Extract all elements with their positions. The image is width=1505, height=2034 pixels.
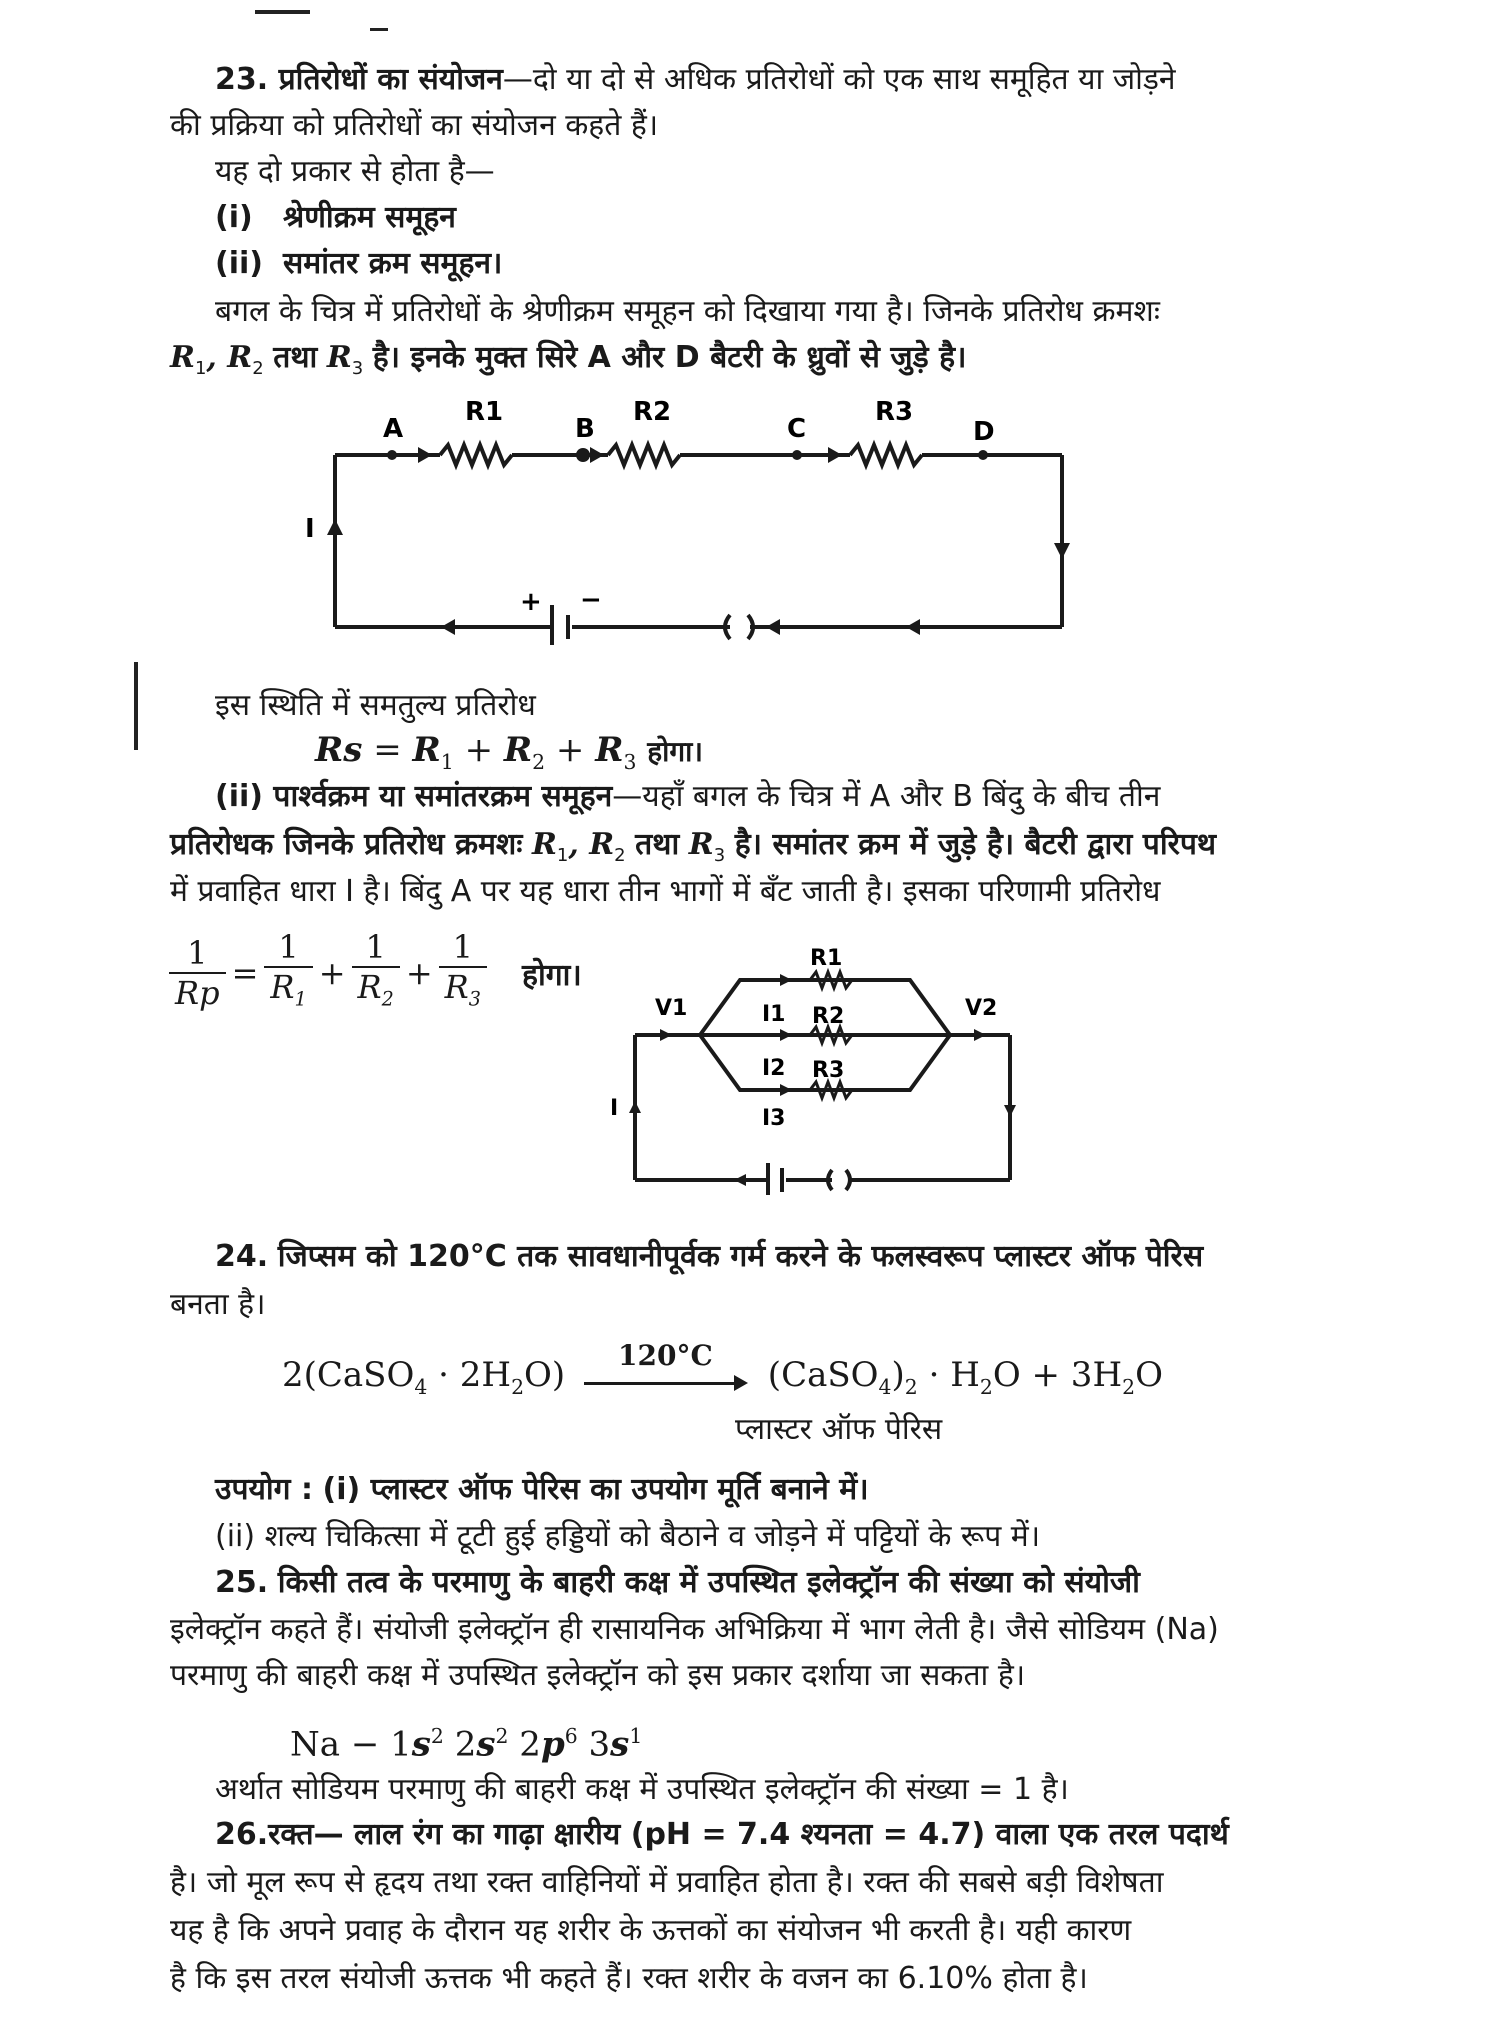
parallel-i1-label: I1 — [762, 1002, 786, 1027]
resistor-r1-label: R1 — [465, 397, 504, 427]
parallel-formula-word: होगा। — [522, 957, 582, 993]
frac-rp: $\frac{1}{Rp}$ — [169, 934, 226, 1012]
use-1-text: (i) प्लास्टर ऑफ पेरिस का उपयोग मूर्ति बनाने में। — [322, 1472, 869, 1507]
node-a-dot — [387, 450, 397, 460]
s26-number: 26. — [215, 1817, 269, 1852]
parallel-i3-label: I3 — [762, 1106, 786, 1131]
s25-line-4: अर्थात सोडियम परमाणु की बाहरी कक्ष में उपस्थित इलेक्ट्रॉन की संख्या = 1 है। — [215, 1772, 1069, 1807]
series-tatha: तथा — [273, 340, 318, 375]
sodium-configuration: $Na - 1s^2$ $2s^2$ $2p^6$ $3s^1$ — [290, 1724, 643, 1765]
series-formula-word: होगा। — [647, 735, 704, 768]
parallel-heading: (ii) पार्श्वक्रम या समांतरक्रम समूहन — [215, 779, 613, 814]
node-b-dot — [576, 448, 590, 462]
parallel-formula: $\frac{1}{Rp}$ = $\frac{1}{R_1}$ + $\frac{1}{R_2}$ + $\frac{1}{R_3}$ होगा। — [165, 928, 582, 1018]
parallel-tatha: तथा — [635, 827, 680, 862]
s26-line-4: है कि इस तरल संयोजी ऊत्तक भी कहते हैं। रक्त शरीर के वजन का 6.10% होता है। — [170, 1961, 1088, 1996]
parallel-r1-label: R1 — [810, 946, 843, 971]
s24-use-2: (ii) शल्य चिकित्सा में टूटी हुई हड्डियों को बैठाने व जोड़ने में पट्टियों के रूप में। — [215, 1519, 1041, 1554]
s26-line-2: है। जो मूल रूप से हृदय तथा रक्त वाहिनियों में प्रवाहित होता है। रक्त की सबसे बड़ी विशेषता — [170, 1865, 1164, 1900]
scan-mark-left — [134, 662, 138, 750]
type-2-number: (ii) — [215, 246, 263, 281]
node-a-label: A — [383, 414, 404, 444]
parallel-r2-label: R2 — [812, 1004, 845, 1029]
s24-line-1 — [215, 1237, 1203, 1277]
parallel-current-label: I — [610, 1096, 619, 1121]
s24-text-1: जिप्सम को 120°C तक सावधानीपूर्वक गर्म करने के फलस्वरूप प्लास्टर ऑफ पेरिस — [277, 1239, 1204, 1274]
series-result-label: इस स्थिति में समतुल्य प्रतिरोध — [215, 688, 536, 723]
parallel-desc-2-pre: प्रतिरोधक जिनके प्रतिरोध क्रमशः — [170, 827, 523, 862]
type-1-number: (i) — [215, 200, 253, 235]
parallel-desc-1 — [215, 777, 1160, 817]
series-desc-2-rest: है। इनके मुक्त सिरे A और D बैटरी के ध्रुवों से जुड़े है। — [372, 340, 967, 375]
scan-mark-top-2 — [370, 28, 388, 31]
node-d-dot — [978, 450, 988, 460]
s24-number: 24. — [215, 1239, 269, 1274]
s25-text-1: किसी तत्व के परमाणु के बाहरी कक्ष में उपस्थित इलेक्ट्रॉन की संख्या को संयोजी — [277, 1565, 1140, 1600]
type-2-text: समांतर क्रम समूहन। — [283, 246, 503, 281]
s23-type-2 — [215, 244, 502, 284]
current-i-label: I — [305, 514, 315, 544]
reaction-arrow — [584, 1339, 749, 1394]
s25-line-1 — [215, 1563, 1140, 1603]
s23-line-2: की प्रक्रिया को प्रतिरोधों का संयोजन कहते हैं। — [170, 108, 659, 143]
node-d-label: D — [973, 417, 995, 447]
s23-heading: प्रतिरोधों का संयोजन — [278, 62, 503, 97]
s26-heading: रक्त — [268, 1817, 314, 1852]
s23-type-1 — [215, 198, 456, 238]
s26-text-1: — लाल रंग का गाढ़ा क्षारीय (pH = 7.4 श्यनता = 4.7) वाला एक तरल पदार्थ — [313, 1817, 1229, 1852]
s23-line-1 — [215, 60, 1176, 100]
s23-series-desc-2: $R_1$, $R_2$ तथा $R_3$ है। इनके मुक्त सिरे A और D बैटरी के ध्रुवों से जुड़े है। — [170, 340, 967, 379]
frac-r3: $\frac{1}{R_3}$ — [439, 928, 487, 1018]
resistor-r2-label: R2 — [633, 397, 672, 427]
parallel-desc-2: प्रतिरोधक जिनके प्रतिरोध क्रमशः $R_1$, $R_2$ तथा $R_3$ है। समांतर क्रम में जुड़े है। बैटरी द्वारा परिपथ — [170, 827, 1217, 866]
s26-line-1 — [215, 1815, 1229, 1855]
s23-types-intro: यह दो प्रकार से होता है— — [215, 154, 495, 189]
frac-r2: $\frac{1}{R_2}$ — [352, 928, 400, 1018]
parallel-desc-2-post: है। समांतर क्रम में जुड़े है। बैटरी द्वारा परिपथ — [734, 827, 1217, 862]
node-c-label: C — [787, 414, 807, 444]
battery-plus-label: + — [520, 587, 542, 617]
node-c-dot — [792, 450, 802, 460]
scan-mark-top — [255, 10, 310, 14]
s25-line-2: इलेक्ट्रॉन कहते हैं। संयोजी इलेक्ट्रॉन ही रासायनिक अभिक्रिया में भाग लेती है। जैसे सोडियम (Na) — [170, 1612, 1219, 1647]
use-label: उपयोग : — [215, 1472, 313, 1507]
series-formula: $Rs = R_1 + R_2 + R_3$ होगा। — [315, 730, 704, 774]
gypsum-reaction: 2(CaSO$_4$ · $2H_2O$) 120°C $(CaSO_4)_2 \cdot H_2O + 3H_2O$ — [282, 1355, 1163, 1407]
reaction-product-name: प्लास्टर ऑफ पेरिस — [735, 1412, 943, 1447]
parallel-circuit-diagram — [600, 925, 1060, 1195]
resistor-r3-label: R3 — [875, 397, 914, 427]
frac-r1: $\frac{1}{R_1}$ — [264, 928, 312, 1018]
s24-use-1 — [215, 1470, 869, 1510]
battery-minus-label: − — [580, 585, 602, 615]
parallel-v1-label: V1 — [655, 996, 688, 1021]
parallel-desc-3: में प्रवाहित धारा I है। बिंदु A पर यह धारा तीन भागों में बँट जाती है। इसका परिणामी प्रतिरोध — [170, 874, 1161, 909]
s23-number: 23. — [215, 62, 269, 97]
parallel-desc-1-text: —यहाँ बगल के चित्र में A और B बिंदु के बीच तीन — [612, 779, 1161, 814]
node-b-label: B — [575, 414, 595, 444]
type-1-text: श्रेणीक्रम समूहन — [283, 200, 456, 235]
parallel-r3-label: R3 — [812, 1058, 845, 1083]
s26-line-3: यह है कि अपने प्रवाह के दौरान यह शरीर के ऊत्तकों का संयोजन भी करती है। यही कारण — [170, 1913, 1132, 1948]
s23-intro-1: —दो या दो से अधिक प्रतिरोधों को एक साथ समूहित या जोड़ने — [502, 62, 1176, 97]
s25-number: 25. — [215, 1565, 269, 1600]
parallel-i2-label: I2 — [762, 1056, 786, 1081]
s24-line-2: बनता है। — [170, 1287, 266, 1322]
reaction-condition: 120°C — [618, 1339, 713, 1372]
series-circuit-diagram — [300, 395, 1080, 645]
s25-line-3: परमाणु की बाहरी कक्ष में उपस्थित इलेक्ट्रॉन को इस प्रकार दर्शाया जा सकता है। — [170, 1658, 1026, 1693]
s23-series-desc-1: बगल के चित्र में प्रतिरोधों के श्रेणीक्रम समूहन को दिखाया गया है। जिनके प्रतिरोध क्रमशः — [215, 294, 1160, 329]
parallel-v2-label: V2 — [965, 996, 998, 1021]
